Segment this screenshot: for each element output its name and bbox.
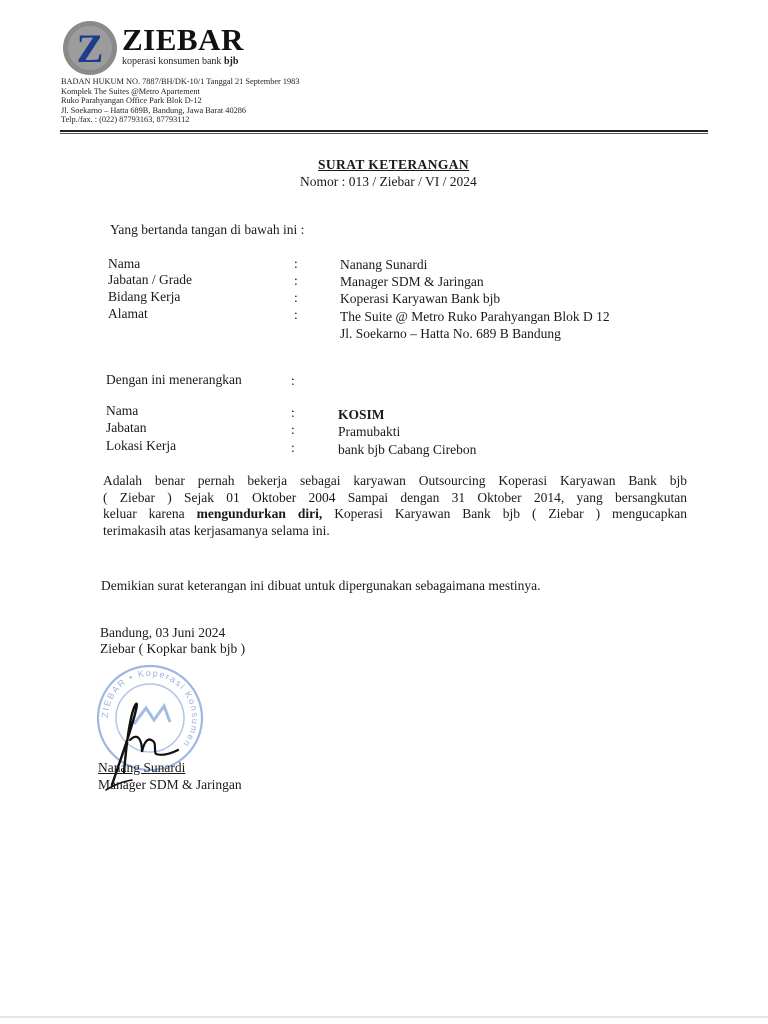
- address-line: BADAN HUKUM NO. 7887/BH/DK-10/1 Tanggal 21 September 1983: [61, 77, 300, 86]
- intro-text: Yang bertanda tangan di bawah ini :: [110, 222, 305, 237]
- field-label: Jabatan / Grade: [108, 272, 192, 287]
- field-value: Koperasi Karyawan Bank bjb: [340, 291, 501, 306]
- field-label: Nama: [106, 403, 139, 418]
- field-value: Manager SDM & Jaringan: [340, 274, 484, 289]
- paragraph-line: Adalah benar pernah bekerja sebagai karyawan Outsourcing Koperasi Karyawan Bank bjb: [103, 473, 687, 488]
- place-date: Bandung, 03 Juni 2024: [100, 625, 226, 640]
- address-line: Jl. Soekarno – Hatta 689B, Bandung, Jawa Barat 40286: [61, 105, 247, 115]
- field-label: Alamat: [108, 306, 148, 321]
- closing-text: Demikian surat keterangan ini dibuat untuk dipergunakan sebagaimana mestinya.: [101, 578, 541, 593]
- field-label: Nama: [108, 256, 141, 271]
- field-label: Lokasi Kerja: [106, 438, 177, 453]
- field-value: The Suite @ Metro Ruko Parahyangan Blok D 12: [340, 309, 610, 324]
- brand-name: ZIEBAR: [122, 22, 244, 57]
- employee-name: KOSIM: [338, 407, 385, 422]
- ziebar-logo-icon: [62, 20, 118, 76]
- field-value-continuation: Jl. Soekarno – Hatta No. 689 B Bandung: [340, 326, 561, 341]
- letterhead-divider: [60, 130, 708, 132]
- field-colon: :: [294, 256, 298, 271]
- document-title: SURAT KETERANGAN: [318, 157, 470, 172]
- field-label: Bidang Kerja: [108, 289, 181, 304]
- field-colon: :: [294, 307, 298, 322]
- paragraph-line: keluar karena mengundurkan diri, Koperasi Karyawan Bank bjb ( Ziebar ) mengucapkan: [103, 506, 687, 521]
- address-line: Ruko Parahyangan Office Park Blok D-12: [61, 96, 202, 106]
- declare-label: Dengan ini menerangkan: [106, 372, 242, 387]
- field-colon: :: [294, 290, 298, 305]
- field-value: Pramubakti: [338, 424, 401, 439]
- address-line: Telp./fax. : (022) 87793163, 87793112: [61, 115, 190, 125]
- letterhead-address: [61, 77, 299, 125]
- field-label: Jabatan: [106, 420, 147, 435]
- svg-text:Z: Z: [76, 26, 104, 71]
- bold-phrase: mengundurkan diri,: [196, 506, 323, 521]
- page-edge: [0, 1016, 768, 1018]
- field-value: Nanang Sunardi: [340, 257, 428, 272]
- body-paragraph: [103, 473, 687, 539]
- signer-name: Nanang Sunardi: [98, 760, 186, 775]
- field-value: bank bjb Cabang Cirebon: [338, 442, 477, 457]
- organization-name: Ziebar ( Kopkar bank bjb ): [100, 641, 246, 656]
- field-colon: :: [291, 440, 295, 455]
- field-colon: :: [291, 373, 295, 388]
- field-colon: :: [291, 422, 295, 437]
- brand-tagline: koperasi konsumen bank bjb: [122, 56, 239, 67]
- paragraph-line: ( Ziebar ) Sejak 01 Oktober 2004 Sampai dengan 31 Oktober 2014, yang bersangkutan: [103, 489, 687, 505]
- paragraph-line: terimakasih atas kerjasamanya selama ini.: [103, 522, 330, 538]
- document-number: Nomor : 013 / Ziebar / VI / 2024: [300, 174, 477, 189]
- address-line: Komplek The Suites @Metro Apartement: [61, 86, 200, 96]
- svg-text:ZIEBAR • Koperasi Konsumen: ZIEBAR • Koperasi Konsumen: [99, 667, 201, 750]
- field-colon: :: [291, 405, 295, 420]
- letterhead-divider-thin: [60, 133, 708, 134]
- field-colon: :: [294, 273, 298, 288]
- signer-title: Manager SDM & Jaringan: [98, 777, 242, 792]
